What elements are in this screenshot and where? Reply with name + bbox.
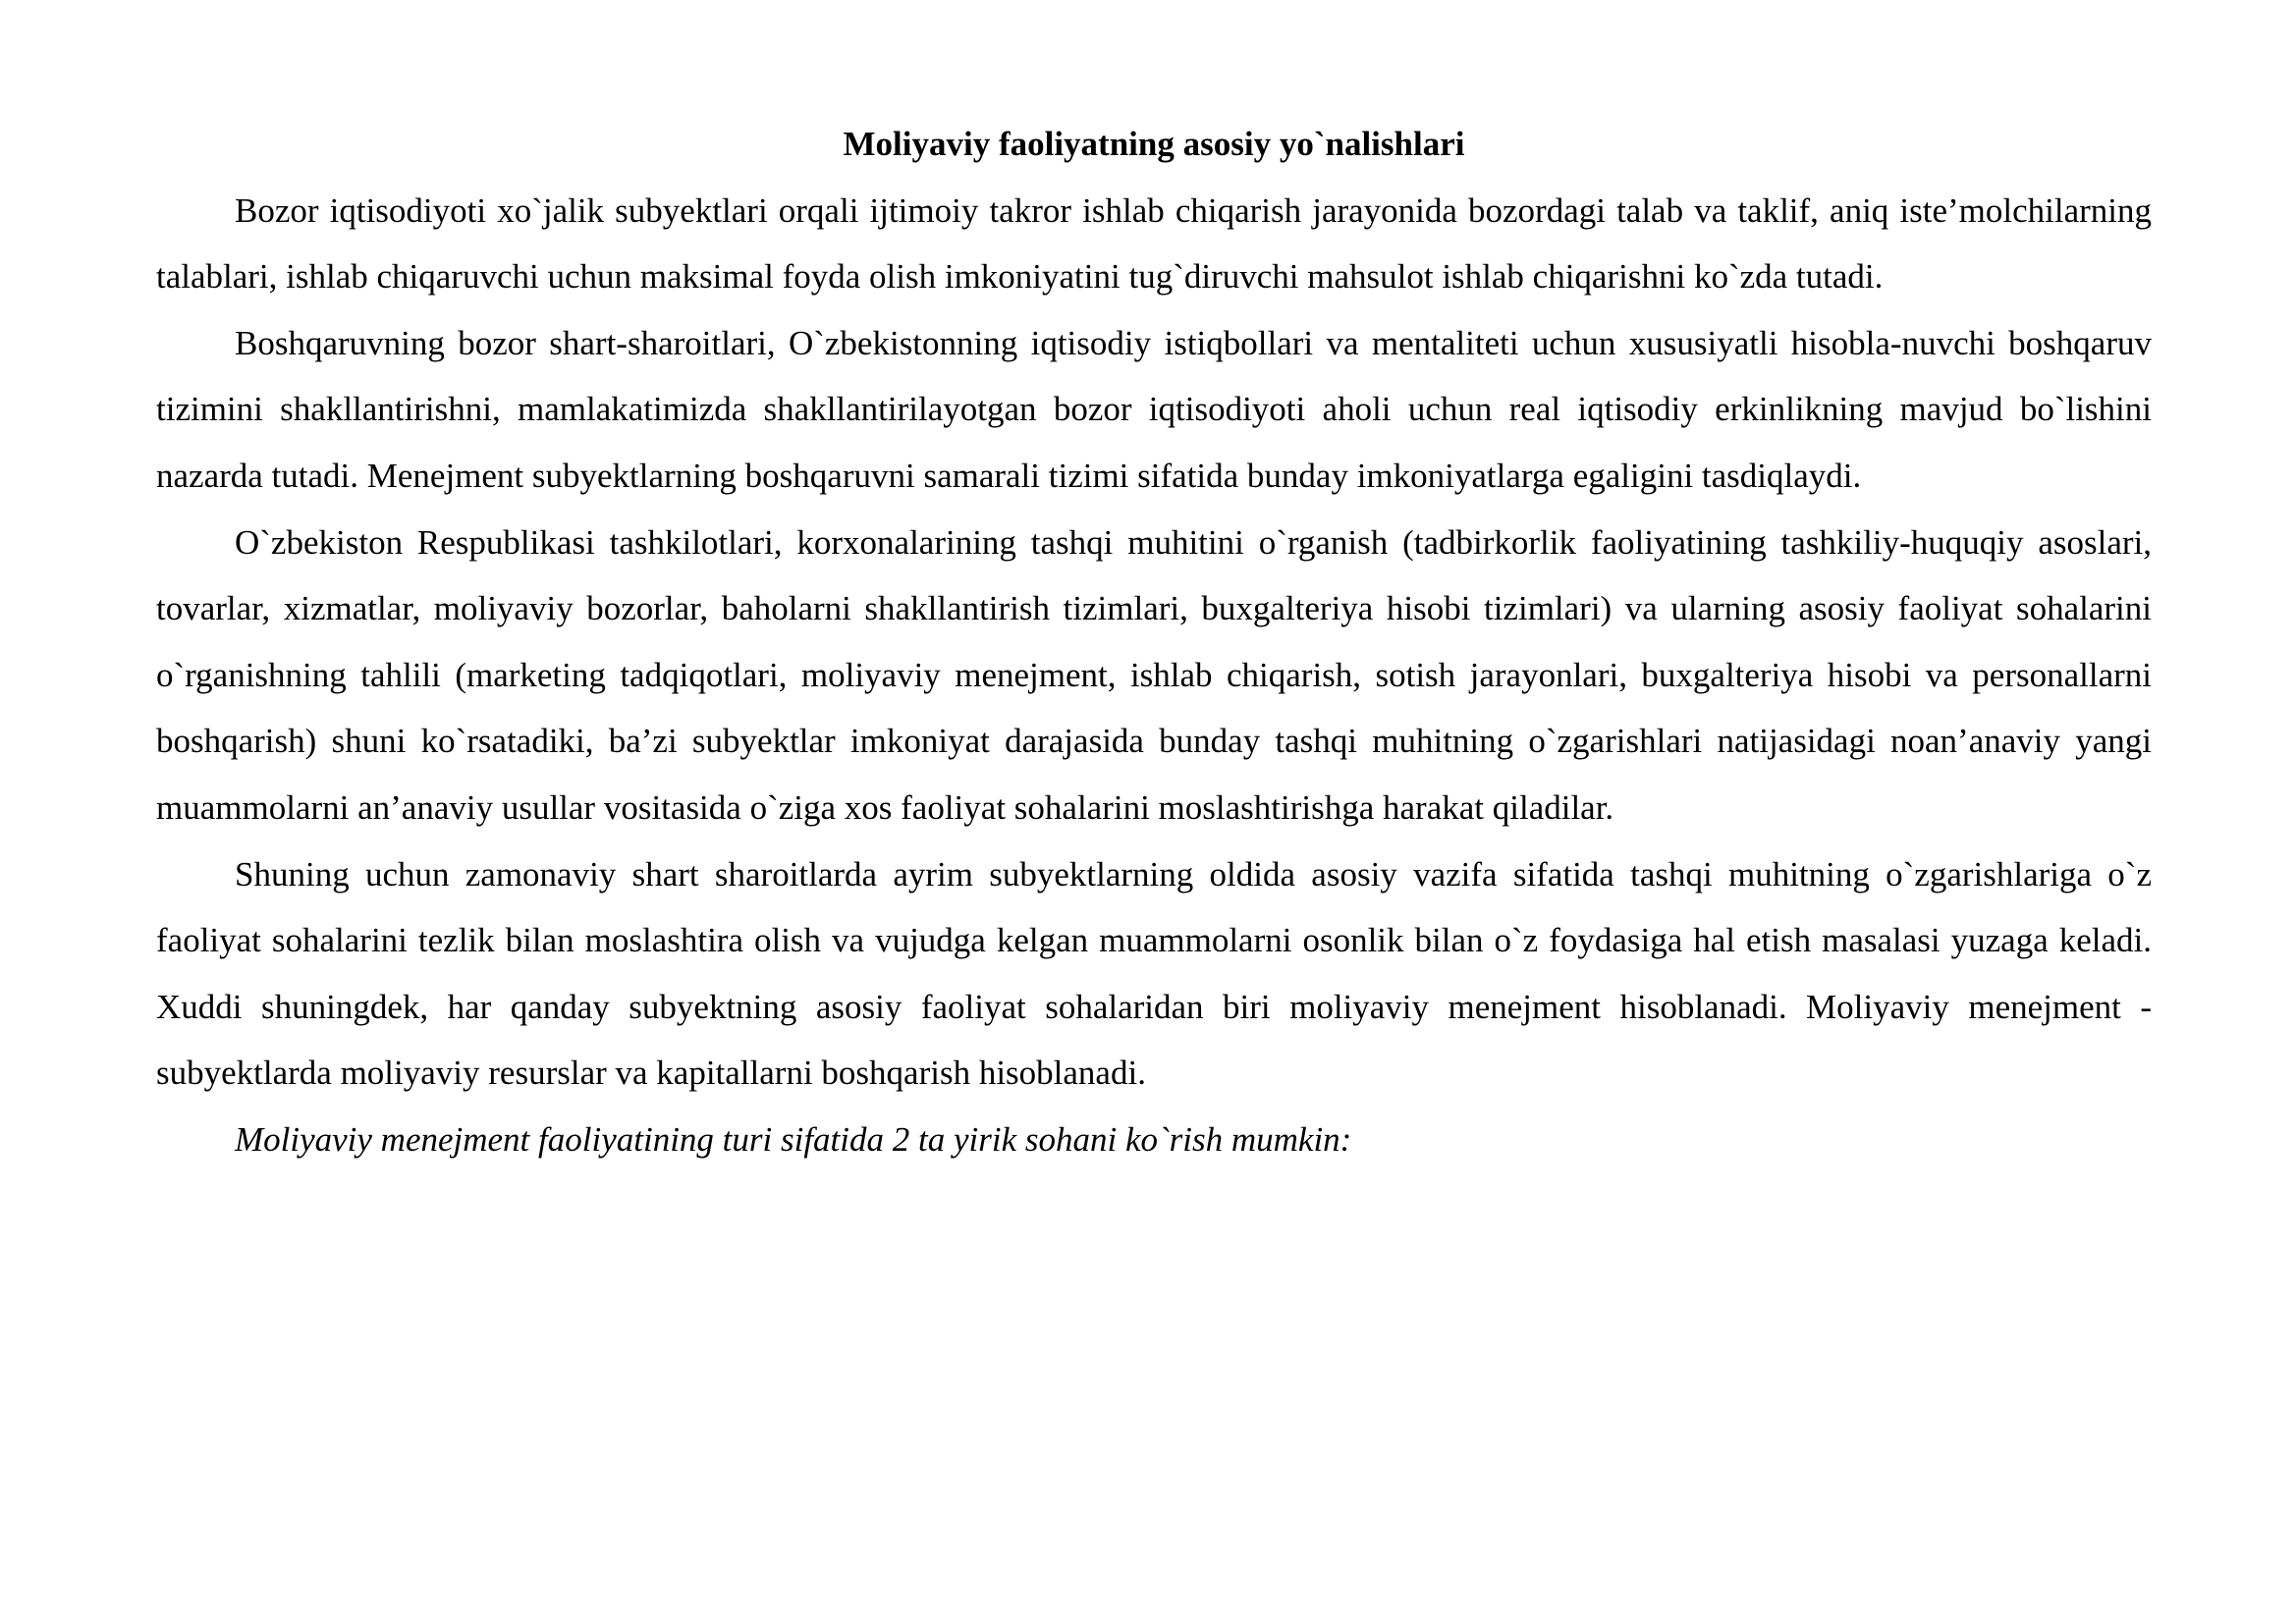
italic-lead-in: Moliyaviy menejment faoliyatining turi sifatida 2 ta yirik sohani ko`rish mumkin: bbox=[235, 1119, 1352, 1159]
paragraph-3: O`zbekiston Respublikasi tashkilotlari, korxonalarining tashqi muhitini o`rganish (tadbirkorlik faoliyatining tashkiliy-huquqiy asoslari, tovarlar, xizmatlar, moliyaviy bozorlar, baholarni shakllantirish tizimlari, buxgalteriya hisobi tizimlari) va ularning asosiy faoliyat sohalarini o`rganishning tahlili (marketing tadqiqotlari, moliyaviy menejment, ishlab chiqarish, sotish jarayonlari, buxgalteriya hisobi va personallarni boshqarish) shuni ko`rsatadiki, ba’zi subyektlar imkoniyat darajasida bunday tashqi muhitning o`zgarishlari natijasidagi noan’anaviy yangi muammolarni an’anaviy usullar vositasida o`ziga xos faoliyat sohalarini moslashtirishga harakat qiladilar. bbox=[156, 522, 2152, 827]
paragraph-2: Boshqaruvning bozor shart-sharoitlari, O`zbekistonning iqtisodiy istiqbollari va mentaliteti uchun xususiyatli hisobla-nuvchi boshqaruv tizimini shakllantirishni, mamlakatimizda shakllantirilayotgan bozor iqtisodiyoti aholi uchun real iqtisodiy erkinlikning mavjud bo`lishini nazarda tutadi. Menejment subyektlarning boshqaruvni samarali tizimi sifatida bunday imkoniyatlarga egaligini tasdiqlaydi. bbox=[156, 323, 2152, 495]
paragraph-1: Bozor iqtisodiyoti xo`jalik subyektlari orqali ijtimoiy takror ishlab chiqarish jarayonida bozordagi talab va taklif, aniq iste’molchilarning talablari, ishlab chiqaruvchi uchun maksimal foyda olish imkoniyatini tug`diruvchi mahsulot ishlab chiqarishni ko`zda tutadi. bbox=[156, 190, 2152, 297]
paragraph-4: Shuning uchun zamonaviy shart sharoitlarda ayrim subyektlarning oldida asosiy vazifa sifatida tashqi muhitning o`zgarishlariga o`z faoliyat sohalarini tezlik bilan moslashtira olish va vujudga kelgan muammolarni osonlik bilan o`z foydasiga hal etish masalasi yuzaga keladi. Xuddi shuningdek, har qanday subyektning asosiy faoliyat sohalaridan biri moliyaviy menejment hisoblanadi. Moliyaviy menejment - subyektlarda moliyaviy resurslar va kapitallarni boshqarish hisoblanadi. bbox=[156, 854, 2152, 1093]
document-page bbox=[156, 111, 2152, 1173]
document-title: Moliyaviy faoliyatning asosiy yo`nalishlari bbox=[843, 125, 1465, 163]
